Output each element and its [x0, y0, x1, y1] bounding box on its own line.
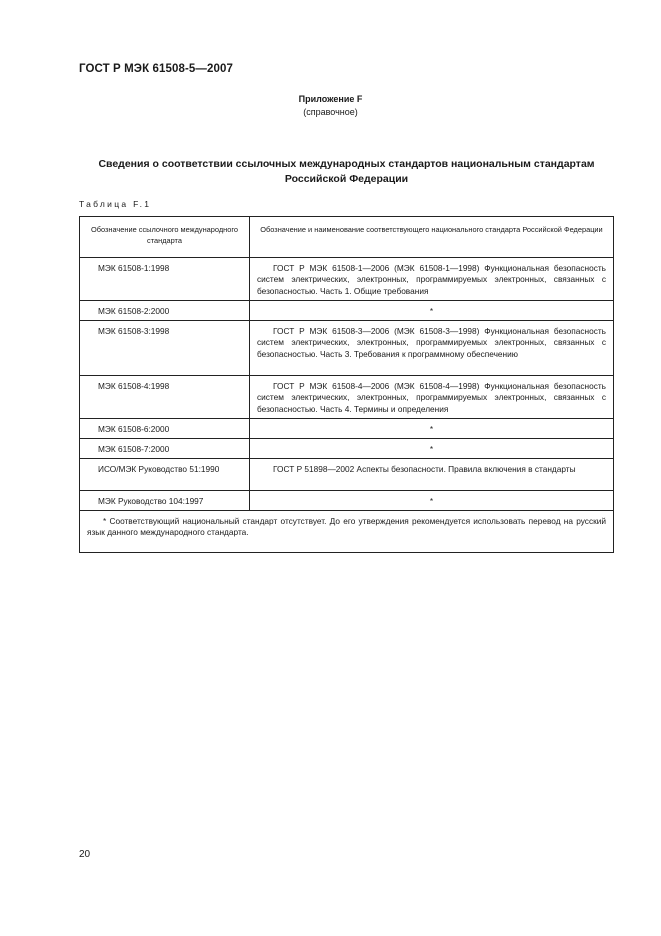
header-intl-standard: Обозначение ссылочного международного стандарта — [80, 217, 250, 258]
table-row — [80, 459, 614, 491]
table-row — [80, 491, 614, 511]
table-row — [80, 321, 614, 376]
national-standard-cell: * — [250, 439, 614, 459]
document-header: ГОСТ Р МЭК 61508-5—2007 — [79, 63, 233, 75]
intl-standard-cell: МЭК 61508-1:1998 — [80, 258, 250, 301]
appendix-title: Приложение F — [298, 94, 363, 104]
intl-standard-cell: ИСО/МЭК Руководство 51:1990 — [80, 459, 250, 491]
page-number: 20 — [79, 849, 91, 860]
national-standard-cell — [250, 321, 614, 376]
table-row — [80, 419, 614, 439]
intl-standard-cell: МЭК 61508-6:2000 — [80, 419, 250, 439]
intl-standard-cell: МЭК Руководство 104:1997 — [80, 491, 250, 511]
table-footnote: * Соответствующий национальный стандарт отсутствует. До его утверждения рекомендуется использовать перевод на русский язык данного международного стандарта. — [87, 516, 606, 538]
table-footnote-cell — [80, 511, 614, 553]
section-title: Сведения о соответствии ссылочных международных стандартов национальным стандартам Российской Федерации — [98, 158, 595, 185]
national-standard-text: ГОСТ Р МЭК 61508-3—2006 (МЭК 61508-3—1998) Функциональная безопасность систем электрических, электронных, программируемых электронных, связанных с безопасностью. Часть 3. Требования к программному обеспечению — [257, 326, 606, 359]
table-row — [80, 258, 614, 301]
national-standard-text: ГОСТ Р 51898—2002 Аспекты безопасности. Правила включения в стандарты — [273, 464, 576, 474]
table-row — [80, 439, 614, 459]
national-standard-text: ГОСТ Р МЭК 61508-4—2006 (МЭК 61508-4—1998) Функциональная безопасность систем электрических, электронных, программируемых электронных, связанных с безопасностью. Часть 4. Термины и определения — [257, 381, 606, 414]
standards-table — [79, 216, 614, 553]
intl-standard-cell: МЭК 61508-2:2000 — [80, 301, 250, 321]
national-standard-cell: * — [250, 419, 614, 439]
national-standard-cell — [250, 459, 614, 491]
national-standard-cell: * — [250, 301, 614, 321]
intl-standard-cell: МЭК 61508-7:2000 — [80, 439, 250, 459]
table-header-row — [80, 217, 614, 258]
header-national-standard: Обозначение и наименование соответствующего национального стандарта Российской Федерации — [250, 217, 614, 258]
intl-standard-cell: МЭК 61508-4:1998 — [80, 376, 250, 419]
national-standard-text: ГОСТ Р МЭК 61508-1—2006 (МЭК 61508-1—1998) Функциональная безопасность систем электрических, электронных, программируемых электронных, связанных с безопасностью. Часть 1. Общие требования — [257, 263, 606, 296]
appendix-heading — [0, 93, 661, 119]
table-footnote-row — [80, 511, 614, 553]
table-row — [80, 301, 614, 321]
intl-standard-cell: МЭК 61508-3:1998 — [80, 321, 250, 376]
appendix-type: (справочное) — [303, 107, 358, 117]
national-standard-cell — [250, 258, 614, 301]
national-standard-cell: * — [250, 491, 614, 511]
national-standard-cell — [250, 376, 614, 419]
table-caption: Таблица F.1 — [79, 199, 152, 209]
table-row — [80, 376, 614, 419]
